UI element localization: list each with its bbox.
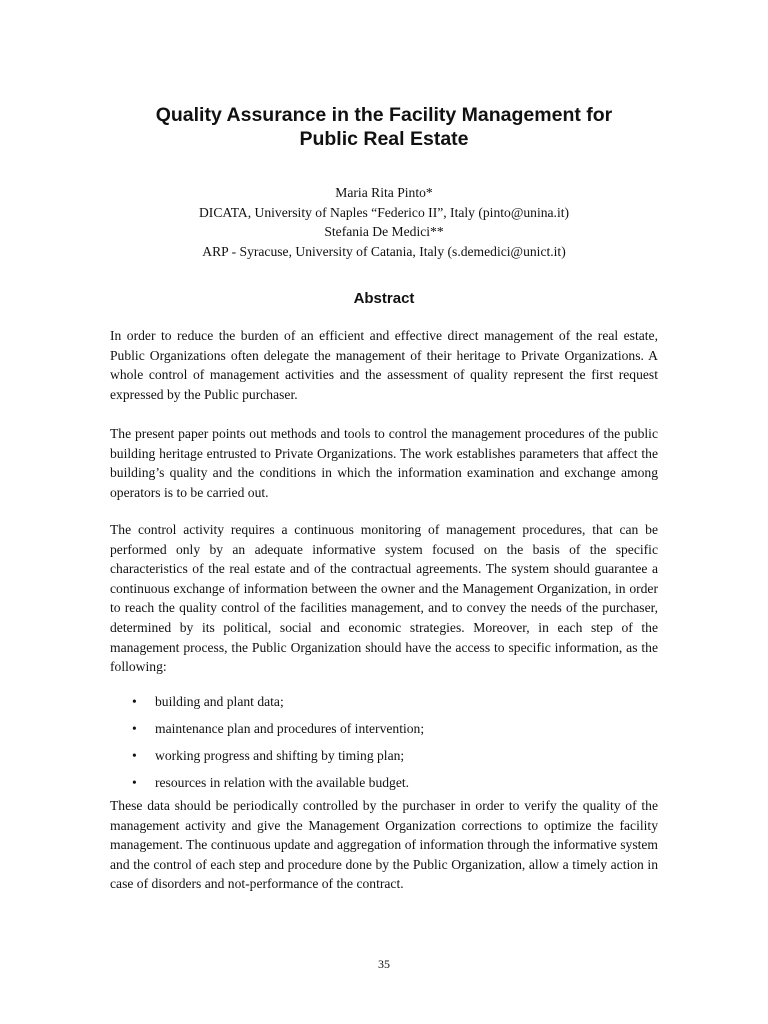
list-item-text: building and plant data; [155, 694, 284, 709]
list-item-text: resources in relation with the available budget. [155, 775, 410, 790]
bullet-icon: • [132, 721, 137, 736]
bullet-icon: • [132, 748, 137, 763]
author-block [100, 183, 668, 261]
author-affiliation-2: ARP - Syracuse, University of Catania, Italy (s.demedici@unict.it) [202, 243, 566, 259]
paper-title [100, 103, 668, 151]
list-item-text: working progress and shifting by timing plan; [155, 748, 405, 763]
abstract-paragraph-2: The present paper points out methods and tools to control the management procedures of the public building heritage entrusted to Private Organizations. The work establishes parameters that affect the building’s quality and the conditions in which the information examination and exchange among operators is to be carried out. [110, 426, 658, 500]
paper-title-line-2: Public Real Estate [299, 128, 469, 150]
list-item [110, 746, 658, 773]
list-item-text: maintenance plan and procedures of intervention; [155, 721, 425, 736]
bullet-icon: • [132, 775, 137, 790]
bullet-icon: • [132, 694, 137, 709]
paper-title-line-1: Quality Assurance in the Facility Management for [155, 104, 613, 126]
author-name-1: Maria Rita Pinto* [335, 185, 433, 200]
author-affiliation-1: DICATA, University of Naples “Federico II”, Italy (pinto@unina.it) [198, 204, 570, 220]
abstract-paragraph-1: In order to reduce the burden of an efficient and effective direct management of the real estate, Public Organizations often delegate the management of their heritage to Private Organizations. A whole control of management activities and the assessment of quality represent the first request expressed by the Public purchaser. [110, 328, 658, 402]
list-item [110, 719, 658, 746]
author-name-2: Stefania De Medici** [324, 224, 444, 239]
bullet-list [110, 692, 658, 800]
abstract-heading: Abstract [353, 290, 415, 307]
page-number: 35 [378, 957, 390, 971]
list-item [110, 692, 658, 719]
abstract-paragraph-4: These data should be periodically controlled by the purchaser in order to verify the quality of the management activity and give the Management Organization corrections to optimize the facility management. The continuous update and aggregation of information through the informative system and the control of each step and procedure done by the Public Organization, allow a timely action in case of disorders and not-performance of the contract. [110, 798, 658, 892]
abstract-paragraph-3: The control activity requires a continuous monitoring of management procedures, that can be performed only by an adequate informative system focused on the basis of the specific characteristics of the real estate and of the contractual agreements. The system should guarantee a continuous exchange of information between the owner and the Management Organization, in order to reach the quality control of the facilities management, and to convey the needs of the purchaser, determined by its political, social and economic strategies. Moreover, in each step of the management process, the Public Organization should have the access to specific information, as the following: [110, 522, 658, 675]
